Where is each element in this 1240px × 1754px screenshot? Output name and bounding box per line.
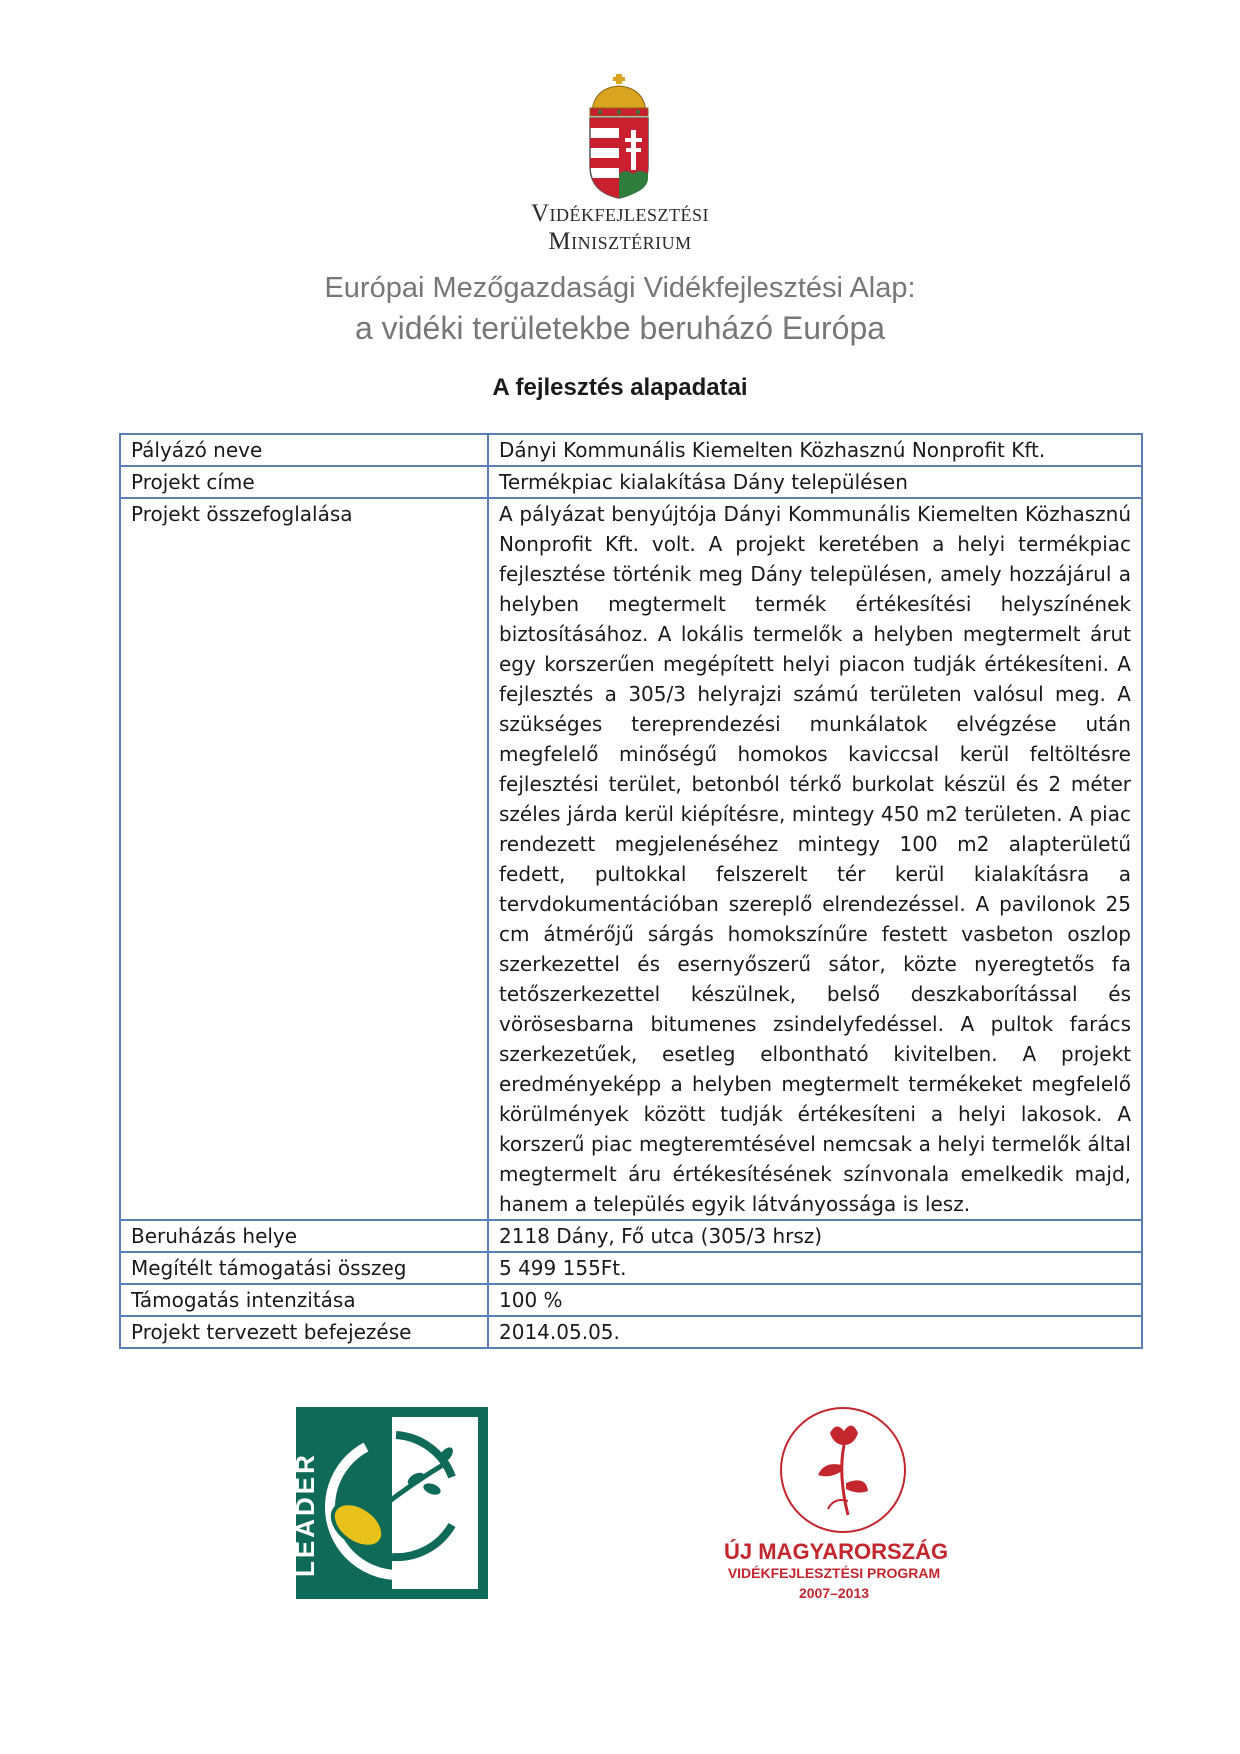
ministry-name	[470, 200, 770, 256]
page-title: A fejlesztés alapadatai	[492, 374, 748, 401]
row-label: Projekt összefoglalása	[120, 498, 488, 1220]
project-data-table	[119, 433, 1143, 1349]
ministry-line-1: Vidékfejlesztési	[530, 200, 710, 227]
ujm-years: 2007–2013	[798, 1585, 870, 1601]
row-label: Projekt címe	[120, 466, 488, 498]
fund-banner	[300, 268, 940, 348]
ujm-subtitle: VIDÉKFEJLESZTÉSI PROGRAM	[727, 1565, 941, 1581]
row-value: Termékpiac kialakítása Dány településen	[488, 466, 1142, 498]
row-label: Beruházás helye	[120, 1220, 488, 1252]
fund-line-2: a vidéki területekbe beruházó Európa	[354, 310, 886, 346]
coat-of-arms-logo	[586, 74, 652, 200]
row-label: Támogatás intenzitása	[120, 1284, 488, 1316]
row-label: Megítélt támogatási összeg	[120, 1252, 488, 1284]
row-value: 100 %	[488, 1284, 1142, 1316]
table-row	[120, 498, 1142, 1220]
row-value: 2118 Dány, Fő utca (305/3 hrsz)	[488, 1220, 1142, 1252]
row-value: 2014.05.05.	[488, 1316, 1142, 1348]
table-row	[120, 1252, 1142, 1284]
row-label: Projekt tervezett befejezése	[120, 1316, 488, 1348]
fund-line-1: Európai Mezőgazdasági Vidékfejlesztési Alap:	[324, 272, 916, 304]
table-row	[120, 1284, 1142, 1316]
table-row	[120, 1220, 1142, 1252]
leader-logo	[290, 1407, 488, 1599]
table-row	[120, 466, 1142, 498]
row-value: 5 499 155Ft.	[488, 1252, 1142, 1284]
row-value: A pályázat benyújtója Dányi Kommunális Kiemelten Közhasznú Nonprofit Kft. volt. A projekt keretében a helyi termékpiac fejlesztése történik meg Dány településen, amely hozzájárul a helyben megtermelt termék értékesítési helyszínének biztosításához. A lokális termelők a helyben megtermelt árut egy korszerűen megépített helyi piacon tudják értékesíteni. A fejlesztés a 305/3 helyrajzi számú területen valósul meg. A szükséges tereprendezési munkálatok elvégzése után megfelelő minőségű homokos kaviccsal kerül feltöltésre fejlesztési terület, betonból térkő burkolat készül és 2 méter széles járda kerül kiépítésre, mintegy 450 m2 területen. A piac rendezett megjelenéséhez mintegy 100 m2 alapterületű fedett, pultokkal felszerelt tér kerül kialakításra a tervdokumentációban szereplő elrendezéssel. A pavilonok 25 cm átmérőjű sárgás homokszínűre festett vasbeton oszlop szerkezettel és esernyőszerű sátor, közte nyeregtetős fa tetőszerkezettel készülnek, belső deszkaborítással és vörösesbarna bitumenes zsindelyfedéssel. A pultok farács szerkezetűek, esetleg elbontható kivitelben. A projekt eredményeképp a helyben megtermelt termékeket megfelelő körülmények között tudják értékesíteni a helyi lakosok. A korszerű piac megteremtésével nemcsak a helyi termelők által megtermelt áru értékesítésének színvonala emelkedik majd, hanem a település egyik látványossága is lesz.	[488, 498, 1142, 1220]
ministry-line-2: Minisztérium	[548, 228, 692, 255]
leader-logo-text: LEADER	[290, 1452, 320, 1577]
flower-icon	[778, 1405, 908, 1535]
table-row	[120, 1316, 1142, 1348]
row-label: Pályázó neve	[120, 434, 488, 466]
ujm-title: ÚJ MAGYARORSZÁG	[724, 1539, 949, 1564]
row-value: Dányi Kommunális Kiemelten Közhasznú Nonprofit Kft.	[488, 434, 1142, 466]
uj-magyarorszag-logo	[724, 1405, 949, 1615]
table-row	[120, 434, 1142, 466]
